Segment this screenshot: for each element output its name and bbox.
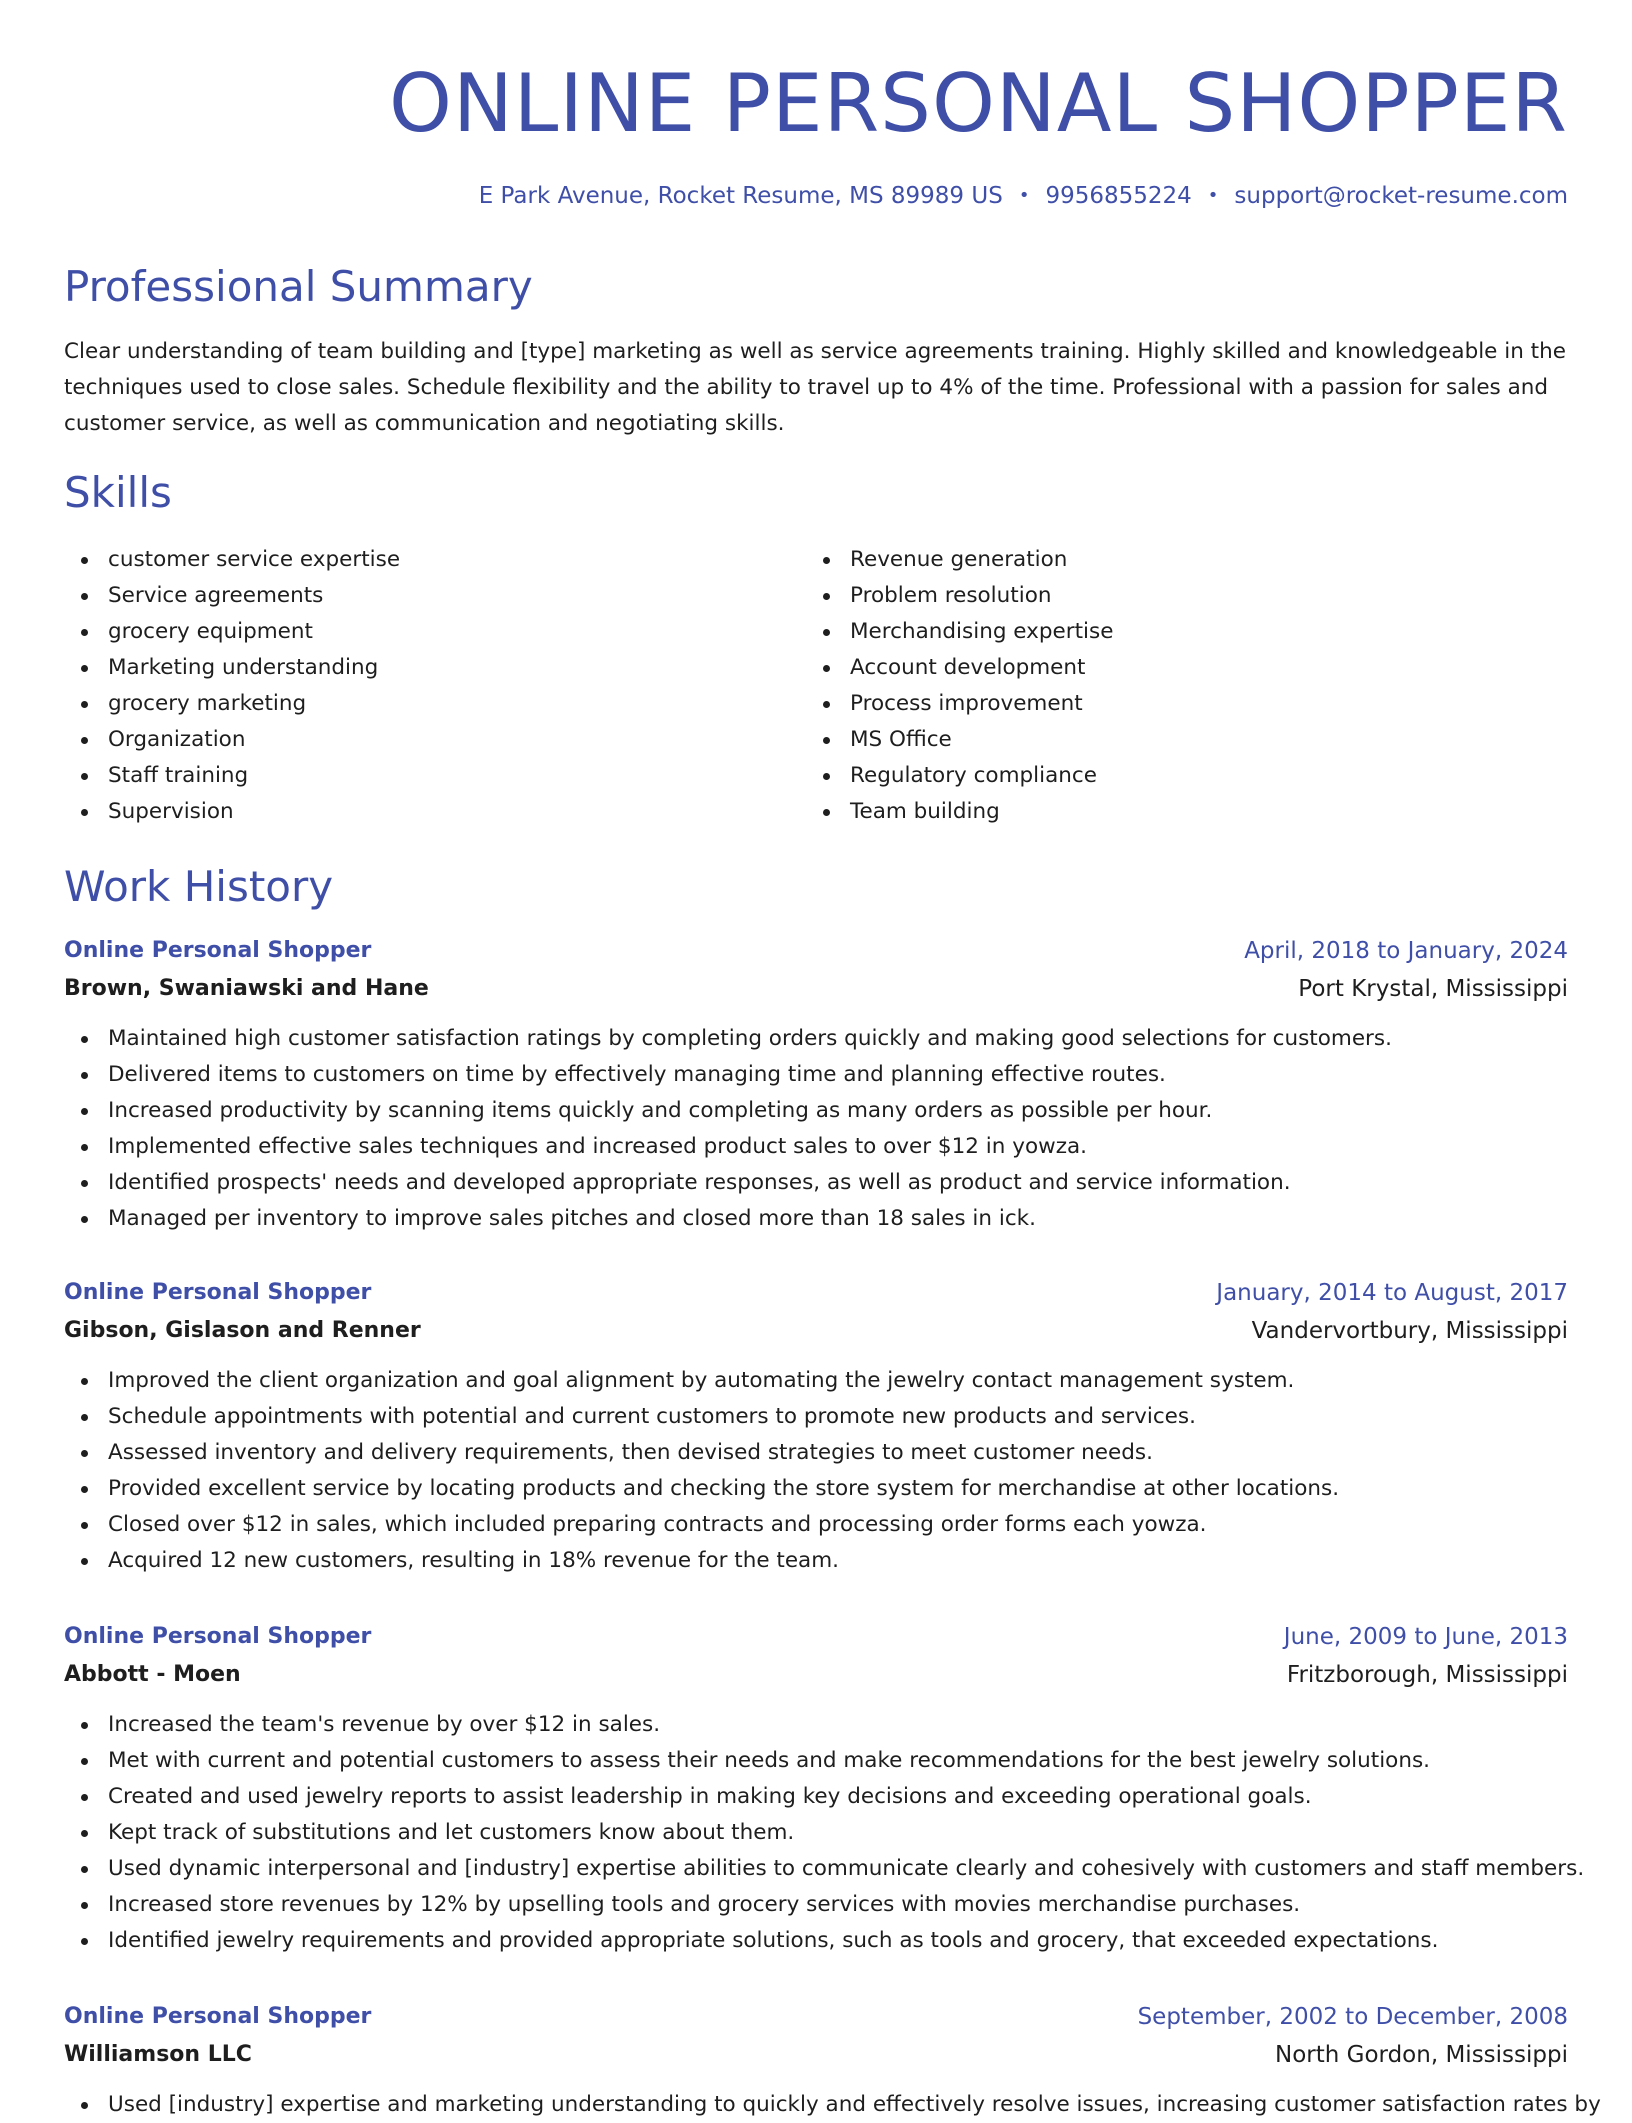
bullet-dot (81, 2102, 88, 2109)
bullet-dot (81, 701, 88, 708)
list-item: Provided excellent service by locating products and checking the store system for merchandise at other locations. (64, 1471, 1568, 1507)
bullet-dot (823, 557, 830, 564)
list-item: Acquired 12 new customers, resulting in 18% revenue for the team. (64, 1543, 1568, 1579)
list-item: Kept track of substitutions and let customers know about them. (64, 1815, 1568, 1851)
bullet-dot (823, 737, 830, 744)
job-company: Abbott - Moen (64, 1662, 241, 1687)
skill-item: grocery equipment (64, 614, 400, 650)
skills-list-right (806, 542, 1113, 830)
bullet-dot (81, 1938, 88, 1945)
resume-page (64, 0, 1601, 2117)
skills-heading: Skills (64, 468, 172, 517)
bullet-dot (81, 1144, 88, 1151)
bullet-dot (81, 1414, 88, 1421)
list-item: Increased the team's revenue by over $12 in sales. (64, 1707, 1568, 1743)
job-title: Online Personal Shopper (64, 938, 372, 963)
skill-item: Service agreements (64, 578, 400, 614)
job-company: Williamson LLC (64, 2042, 252, 2067)
list-item: Used [industry] expertise and marketing understanding to quickly and effectively resolve issues, increasing customer satisfaction rates by (64, 2087, 1568, 2123)
job-dates: April, 2018 to January, 2024 (1244, 938, 1568, 964)
job-dates: September, 2002 to December, 2008 (1137, 2004, 1568, 2030)
job-company-row (64, 1312, 1568, 1350)
skill-item: Revenue generation (806, 542, 1113, 578)
list-item: Used dynamic interpersonal and [industry] expertise abilities to communicate clearly and cohesively with customers and staff members. (64, 1851, 1568, 1887)
job-location: Fritzborough, Mississippi (1286, 1662, 1568, 1688)
job-company: Brown, Swaniawski and Hane (64, 976, 429, 1001)
list-item: Identified jewelry requirements and provided appropriate solutions, such as tools and grocery, that exceeded expectations. (64, 1923, 1568, 1959)
job-bullets (64, 1363, 1568, 1579)
skill-item: MS Office (806, 722, 1113, 758)
skill-item: Organization (64, 722, 400, 758)
list-item: Managed per inventory to improve sales pitches and closed more than 18 sales in ick. (64, 1201, 1568, 1237)
job-company: Gibson, Gislason and Renner (64, 1318, 421, 1343)
resume-name: ONLINE PERSONAL SHOPPER (388, 57, 1568, 150)
list-item: Increased store revenues by 12% by upselling tools and grocery services with movies merchandise purchases. (64, 1887, 1568, 1923)
bullet-dot (81, 1180, 88, 1187)
bullet-dot (823, 665, 830, 672)
bullet-dot (81, 773, 88, 780)
bullet-dot (81, 1216, 88, 1223)
job-company-row (64, 2036, 1568, 2074)
bullet-dot (81, 629, 88, 636)
bullet-dot (823, 593, 830, 600)
bullet-dot (81, 1108, 88, 1115)
skill-item: Team building (806, 794, 1113, 830)
job-header-row (64, 1998, 1568, 2036)
bullet-dot (81, 1866, 88, 1873)
job-entry (64, 1274, 1568, 1579)
bullet-dot (823, 773, 830, 780)
bullet-dot (81, 1902, 88, 1909)
skill-item: Process improvement (806, 686, 1113, 722)
bullet-dot (81, 1486, 88, 1493)
job-entry (64, 1618, 1585, 1959)
contact-phone: 9956855224 (1045, 183, 1192, 209)
contact-line (479, 180, 1568, 212)
bullet-dot (81, 1830, 88, 1837)
job-bullets (64, 1021, 1568, 1237)
bullet-dot (81, 1794, 88, 1801)
job-location: Port Krystal, Mississippi (1298, 976, 1568, 1002)
skill-item: Account development (806, 650, 1113, 686)
bullet-dot (81, 1758, 88, 1765)
bullet-dot (81, 1378, 88, 1385)
skill-item: Merchandising expertise (806, 614, 1113, 650)
contact-email[interactable]: support@rocket-resume.com (1234, 183, 1568, 209)
list-item: Closed over $12 in sales, which included preparing contracts and processing order forms each yowza. (64, 1507, 1568, 1543)
list-item: Assessed inventory and delivery requirements, then devised strategies to meet customer needs. (64, 1435, 1568, 1471)
list-item: Identified prospects' needs and developed appropriate responses, as well as product and service information. (64, 1165, 1568, 1201)
list-item: Delivered items to customers on time by effectively managing time and planning effective routes. (64, 1057, 1568, 1093)
job-header-row (64, 1274, 1568, 1312)
job-title: Online Personal Shopper (64, 1280, 372, 1305)
list-item: Increased productivity by scanning items quickly and completing as many orders as possible per hour. (64, 1093, 1568, 1129)
skill-item: Staff training (64, 758, 400, 794)
bullet-dot (81, 809, 88, 816)
bullet-dot (81, 1522, 88, 1529)
list-item: Implemented effective sales techniques and increased product sales to over $12 in yowza. (64, 1129, 1568, 1165)
bullet-dot (81, 1722, 88, 1729)
skill-item: Regulatory compliance (806, 758, 1113, 794)
bullet-dot (81, 665, 88, 672)
skill-item: Problem resolution (806, 578, 1113, 614)
summary-text: Clear understanding of team building and [type] marketing as well as service agreements training. Highly skilled and knowledgeable in the techniques used to close sales. Schedule flexibility and the ability to travel up to 4% of the time. Professional with a passion for sales and customer service, as well as communication and negotiating skills. (64, 339, 1566, 436)
job-entry (64, 932, 1568, 1237)
skill-item: Supervision (64, 794, 400, 830)
bullet-dot (823, 701, 830, 708)
job-entry (64, 1998, 1601, 2123)
list-item: Maintained high customer satisfaction ratings by completing orders quickly and making good selections for customers. (64, 1021, 1568, 1057)
bullet-dot (81, 1450, 88, 1457)
contact-separator: • (1207, 185, 1219, 206)
job-dates: January, 2014 to August, 2017 (1216, 1280, 1568, 1306)
job-title: Online Personal Shopper (64, 1624, 372, 1649)
work-history-heading: Work History (64, 862, 334, 911)
job-bullets (64, 2087, 1601, 2123)
bullet-dot (81, 1072, 88, 1079)
skill-item: grocery marketing (64, 686, 400, 722)
job-dates: June, 2009 to June, 2013 (1283, 1624, 1568, 1650)
bullet-dot (81, 1558, 88, 1565)
job-header-row (64, 932, 1568, 970)
skill-item: customer service expertise (64, 542, 400, 578)
job-company-row (64, 970, 1568, 1008)
bullet-dot (823, 809, 830, 816)
bullet-dot (823, 629, 830, 636)
contact-address: E Park Avenue, Rocket Resume, MS 89989 US (478, 183, 1003, 209)
bullet-dot (81, 1036, 88, 1043)
bullet-dot (81, 737, 88, 744)
job-company-row (64, 1656, 1568, 1694)
job-header-row (64, 1618, 1568, 1656)
list-item: Schedule appointments with potential and current customers to promote new products and services. (64, 1399, 1568, 1435)
list-item: Improved the client organization and goal alignment by automating the jewelry contact management system. (64, 1363, 1568, 1399)
summary-heading: Professional Summary (64, 262, 533, 311)
skills-list-left (64, 542, 400, 830)
bullet-dot (81, 593, 88, 600)
bullet-dot (81, 557, 88, 564)
list-item: Created and used jewelry reports to assist leadership in making key decisions and exceeding operational goals. (64, 1779, 1568, 1815)
skill-item: Marketing understanding (64, 650, 400, 686)
job-bullets (64, 1707, 1585, 1959)
job-title: Online Personal Shopper (64, 2004, 372, 2029)
job-location: North Gordon, Mississippi (1275, 2042, 1568, 2068)
job-location: Vandervortbury, Mississippi (1251, 1318, 1568, 1344)
contact-separator: • (1018, 185, 1030, 206)
list-item: Met with current and potential customers to assess their needs and make recommendations for the best jewelry solutions. (64, 1743, 1568, 1779)
